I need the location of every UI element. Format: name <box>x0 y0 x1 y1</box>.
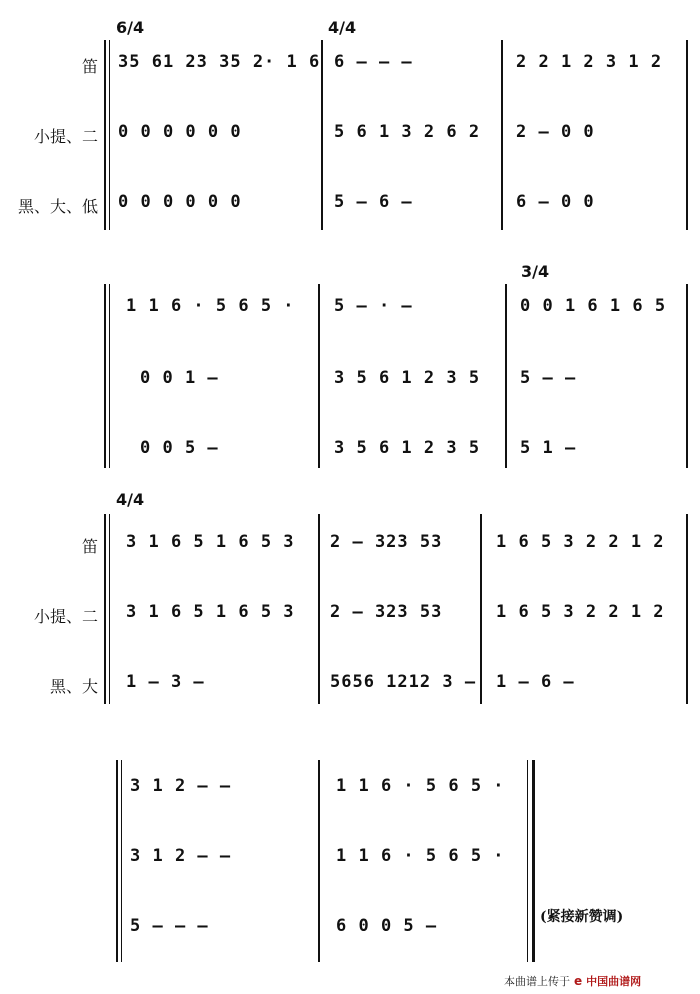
system-bracket <box>104 40 106 230</box>
annotation: (紧接新赞调) <box>540 909 624 925</box>
measure-notes: 1 — 6 — <box>496 672 575 692</box>
instrument-label: 笛 <box>81 57 98 76</box>
measure-notes: 2 — 323 53 <box>330 532 443 552</box>
measure-notes: 1 1 6 · 5 6 5 · <box>336 776 505 796</box>
footer-watermark <box>504 972 698 990</box>
footer-text: 本曲谱上传于 <box>504 975 570 988</box>
measure-notes: 0 0 0 0 0 0 <box>118 122 242 142</box>
measure-notes: 2 — 323 53 <box>330 602 443 622</box>
site-logo-icon: e <box>574 974 583 988</box>
measure-notes: 3 1 2 — — <box>130 776 232 796</box>
measure-notes: 1 6 5 3 2 2 1 2 <box>496 532 665 552</box>
instrument-label: 笛 <box>81 537 98 556</box>
measure-notes: 3 1 6 5 1 6 5 3 <box>126 532 295 552</box>
measure-notes: 5 — — — <box>130 916 209 936</box>
final-barline <box>532 760 535 962</box>
measure-notes: 0 0 1 — <box>140 368 219 388</box>
measure-notes: 1 1 6 · 5 6 5 · <box>126 296 295 316</box>
system-bracket <box>104 284 106 468</box>
measure-notes: 35 61 23 35 2· 1 6 <box>118 52 321 72</box>
system-bracket <box>109 284 110 468</box>
instrument-label: 小提、二 <box>33 607 98 626</box>
measure-notes: 5 6 1 3 2 6 2 <box>334 122 481 142</box>
instrument-label: 黑、大、低 <box>17 197 98 216</box>
site-name: 中国曲谱网 <box>586 975 642 988</box>
measure-notes: 3 5 6 1 2 3 5 <box>334 438 481 458</box>
measure-notes: 0 0 0 0 0 0 <box>118 192 242 212</box>
measure-notes: 3 1 6 5 1 6 5 3 <box>126 602 295 622</box>
time-signature: 4/4 <box>116 490 145 509</box>
measure-notes: 6 — — — <box>334 52 413 72</box>
measure-notes: 1 1 6 · 5 6 5 · <box>336 846 505 866</box>
instrument-label: 小提、二 <box>33 127 98 146</box>
final-barline <box>527 760 528 962</box>
system-bracket <box>109 40 110 230</box>
barline <box>505 284 507 468</box>
measure-notes: 3 5 6 1 2 3 5 <box>334 368 481 388</box>
barline <box>686 40 688 230</box>
system-bracket <box>109 514 110 704</box>
barline <box>501 40 503 230</box>
measure-notes: 0 0 1 6 1 6 5 <box>520 296 667 316</box>
measure-notes: 5 1 — <box>520 438 577 458</box>
measure-notes: 2 — 0 0 <box>516 122 595 142</box>
barline <box>318 284 320 468</box>
instrument-label: 黑、大 <box>49 677 98 696</box>
time-signature: 4/4 <box>328 18 357 37</box>
barline <box>318 760 320 962</box>
measure-notes: 5 — 6 — <box>334 192 413 212</box>
measure-notes: 6 0 0 5 — <box>336 916 438 936</box>
measure-notes: 0 0 5 — <box>140 438 219 458</box>
measure-notes: 5656 1212 3 — <box>330 672 477 692</box>
barline <box>318 514 320 704</box>
measure-notes: 1 — 3 — <box>126 672 205 692</box>
system-bracket <box>121 760 122 962</box>
measure-notes: 2 2 1 2 3 1 2 <box>516 52 663 72</box>
system-bracket <box>104 514 106 704</box>
time-signature: 6/4 <box>116 18 145 37</box>
measure-notes: 3 1 2 — — <box>130 846 232 866</box>
measure-notes: 1 6 5 3 2 2 1 2 <box>496 602 665 622</box>
barline <box>480 514 482 704</box>
measure-notes: 5 — · — <box>334 296 413 316</box>
barline <box>321 40 323 230</box>
barline <box>686 514 688 704</box>
barline <box>686 284 688 468</box>
measure-notes: 5 — — <box>520 368 577 388</box>
time-signature: 3/4 <box>521 262 550 281</box>
system-bracket <box>116 760 118 962</box>
measure-notes: 6 — 0 0 <box>516 192 595 212</box>
